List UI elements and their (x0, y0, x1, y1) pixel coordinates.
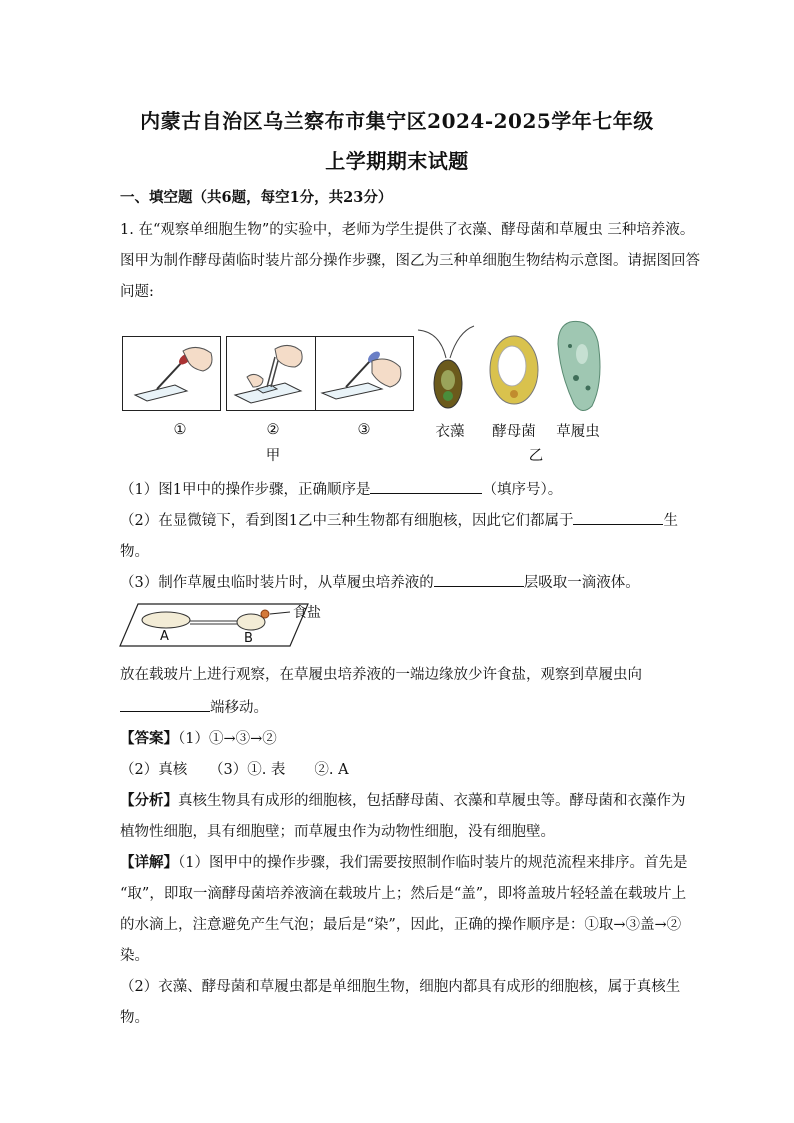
detail-line2: “取”，即取一滴酵母菌培养液滴在载玻片上；然后是“盖”，即将盖玻片轻轻盖在载玻片上 (120, 886, 687, 902)
answer-blank-4 (120, 697, 210, 712)
detail-line3: 的水滴上，注意避免产生气泡；最后是“染”，因此，正确的操作顺序是：①取→③盖→② (120, 917, 682, 933)
answer-text-1: （1）①→③→② (178, 731, 277, 747)
subquestion-3-line2: 放在载玻片上进行观察，在草履虫培养液的一端边缘放少许食盐，观察到草履虫向 (120, 667, 642, 683)
subquestion-3 (120, 571, 640, 592)
step-panel-2 (226, 336, 325, 411)
subquestion-2-text: （2）在显微镜下，看到图1乙中三种生物都有细胞核，因此它们都属于 (120, 513, 574, 529)
organism-label-chlamydomonas: 衣藻 (435, 424, 465, 440)
analysis-line2: 植物性细胞，具有细胞壁；而草履虫作为动物性细胞，没有细胞壁。 (120, 824, 555, 840)
detail-line1 (120, 851, 687, 872)
answer-line2: （2）真核 （3）①. 表 ②. A (120, 762, 349, 778)
detail-line5: （2）衣藻、酵母菌和草履虫都是单细胞生物，细胞内都具有成形的细胞核，属于真核生 (120, 979, 681, 995)
detail-text-1: （1）图甲中的操作步骤，我们需要按照制作临时装片的规范流程来排序。首先是 (178, 855, 688, 871)
subquestion-3-line3-suffix: 端移动。 (210, 700, 268, 716)
answer-tag: 【答案】 (120, 730, 178, 747)
paramecium-icon (558, 321, 600, 410)
analysis-tag: 【分析】 (120, 792, 178, 809)
organism-label-paramecium: 草履虫 (556, 424, 600, 440)
yeast-icon (490, 336, 538, 404)
stain-dropper-icon (316, 337, 413, 410)
answer-line1 (120, 727, 277, 748)
question-stem-line1: 1. 在“观察单细胞生物”的实验中，老师为学生提供了衣藻、酵母菌和草履虫 三种培养液。 (120, 222, 695, 238)
slide-diagram (118, 600, 348, 650)
subquestion-3-line3 (120, 696, 268, 717)
step-panel-3 (315, 336, 414, 411)
analysis-text-1: 真核生物具有成形的细胞核，包括酵母菌、衣藻和草履虫等。酵母菌和衣藻作为 (178, 793, 686, 809)
detail-tag: 【详解】 (120, 854, 178, 871)
answer-blank-1 (370, 479, 482, 494)
figure-jia-label: 甲 (265, 448, 281, 464)
step-panel-1 (122, 336, 221, 411)
label-b: B (244, 631, 253, 646)
answer-blank-2 (573, 510, 663, 525)
document-title-line1: 内蒙古自治区乌兰察布市集宁区2024-2025学年七年级 (140, 109, 654, 133)
figure-yi-label: 乙 (528, 448, 544, 464)
chlamydomonas-icon (418, 326, 474, 408)
subquestion-1-text: （1）图1甲中的操作步骤，正确顺序是 (120, 482, 371, 498)
subquestion-2-suffix: 生 (663, 513, 678, 529)
analysis-line1 (120, 789, 686, 810)
salt-icon (261, 610, 269, 618)
step-label-1: ① (173, 422, 187, 438)
subquestion-2 (120, 509, 678, 530)
label-salt: 食盐 (293, 605, 321, 621)
subquestion-1-suffix: （填序号）。 (482, 482, 563, 498)
drop-a (142, 612, 190, 628)
subquestion-3-suffix: 层吸取一滴液体。 (523, 575, 640, 591)
subquestion-3-text: （3）制作草履虫临时装片时，从草履虫培养液的 (120, 575, 434, 591)
answer-blank-3 (434, 572, 524, 587)
detail-line4: 染。 (120, 948, 149, 964)
drop-b (237, 614, 265, 630)
detail-line6: 物。 (120, 1010, 149, 1026)
label-a: A (160, 629, 169, 644)
section-heading: 一、填空题（共6题，每空1分，共23分） (120, 189, 393, 206)
step-label-3: ③ (357, 422, 371, 438)
coverslip-forceps-icon (227, 337, 324, 410)
dropper-on-slide-icon (123, 337, 220, 410)
organisms-figure (410, 318, 610, 418)
step-label-2: ② (266, 422, 280, 438)
document-title-line2: 上学期期末试题 (325, 149, 469, 173)
organism-label-yeast: 酵母菌 (492, 424, 536, 440)
subquestion-1 (120, 478, 562, 499)
question-stem-line2: 图甲为制作酵母菌临时装片部分操作步骤，图乙为三种单细胞生物结构示意图。请据图回答 (120, 253, 700, 269)
question-stem-line3: 问题: (120, 284, 154, 300)
subquestion-2-line2: 物。 (120, 544, 149, 560)
